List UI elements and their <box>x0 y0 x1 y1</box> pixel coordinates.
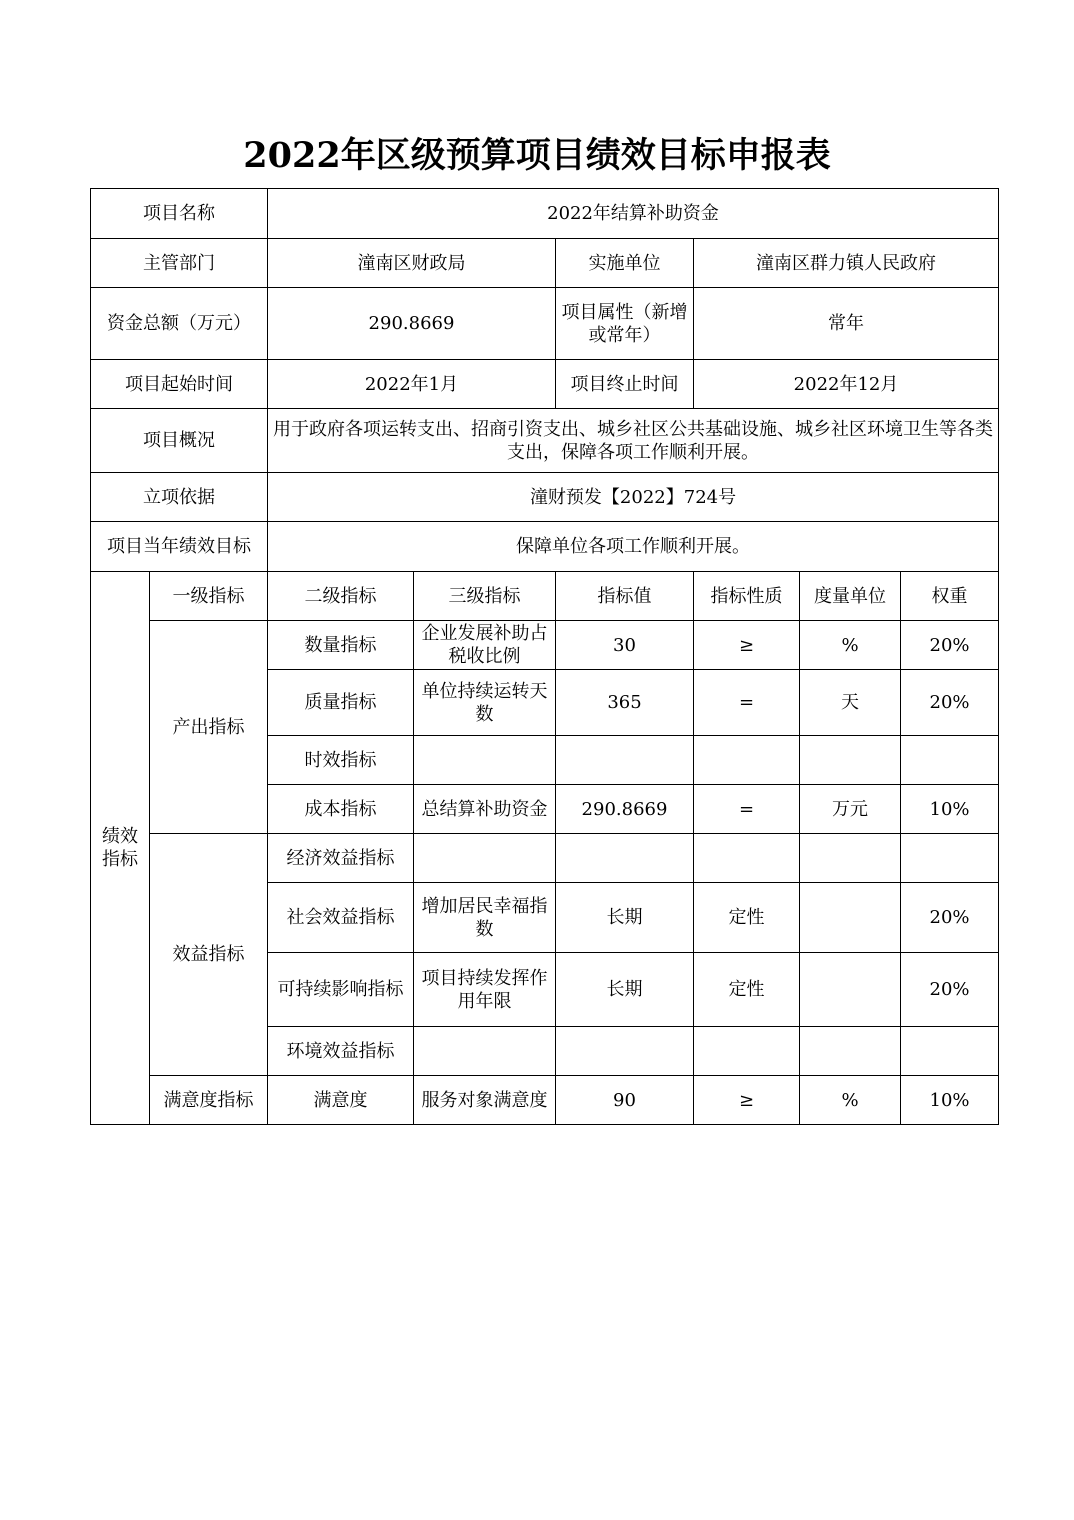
project-name-label: 项目名称 <box>91 189 268 239</box>
department-label: 主管部门 <box>91 239 268 288</box>
basis-label: 立项依据 <box>91 473 268 522</box>
department-value: 潼南区财政局 <box>268 239 556 288</box>
unit-cell <box>800 883 901 953</box>
header-unit: 度量单位 <box>800 572 901 621</box>
weight-cell: 10% <box>901 785 999 834</box>
start-value: 2022年1月 <box>268 360 556 409</box>
unit-cell: 天 <box>800 670 901 736</box>
unit-cell <box>800 736 901 785</box>
row-goal <box>91 522 999 572</box>
header-level2: 二级指标 <box>268 572 414 621</box>
unit-cell <box>800 953 901 1027</box>
level3-cell <box>414 1027 556 1076</box>
level2-cell: 可持续影响指标 <box>268 953 414 1027</box>
project-name-value: 2022年结算补助资金 <box>268 189 999 239</box>
attribute-label: 项目属性（新增或常年） <box>556 288 694 360</box>
value-cell <box>556 834 694 883</box>
nature-cell: ≥ <box>694 621 800 670</box>
level2-cell: 成本指标 <box>268 785 414 834</box>
weight-cell: 20% <box>901 670 999 736</box>
level3-cell: 项目持续发挥作用年限 <box>414 953 556 1027</box>
level3-cell: 服务对象满意度 <box>414 1076 556 1125</box>
weight-cell <box>901 736 999 785</box>
basis-value: 潼财预发【2022】724号 <box>268 473 999 522</box>
nature-cell: = <box>694 785 800 834</box>
weight-cell <box>901 834 999 883</box>
satisfaction-indicator-label: 满意度指标 <box>150 1076 268 1125</box>
row-funds <box>91 288 999 360</box>
unit-cell: 万元 <box>800 785 901 834</box>
value-cell <box>556 1027 694 1076</box>
weight-cell: 10% <box>901 1076 999 1125</box>
nature-cell: 定性 <box>694 953 800 1027</box>
unit-value: 潼南区群力镇人民政府 <box>694 239 999 288</box>
goal-value: 保障单位各项工作顺利开展。 <box>268 522 999 572</box>
unit-cell <box>800 834 901 883</box>
row-basis <box>91 473 999 522</box>
row-overview <box>91 409 999 473</box>
form-title: 2022年区级预算项目绩效目标申报表 <box>243 135 831 176</box>
row-project-name <box>91 189 999 239</box>
value-cell: 290.8669 <box>556 785 694 834</box>
nature-cell: ≥ <box>694 1076 800 1125</box>
level3-cell: 增加居民幸福指数 <box>414 883 556 953</box>
output-indicator-label: 产出指标 <box>150 621 268 834</box>
unit-cell: % <box>800 1076 901 1125</box>
funds-value: 290.8669 <box>268 288 556 360</box>
level2-cell: 环境效益指标 <box>268 1027 414 1076</box>
header-nature: 指标性质 <box>694 572 800 621</box>
table-row <box>91 1076 999 1125</box>
row-time <box>91 360 999 409</box>
attribute-value: 常年 <box>694 288 999 360</box>
benefit-indicator-label: 效益指标 <box>150 834 268 1076</box>
value-cell: 30 <box>556 621 694 670</box>
indicator-header-row <box>91 572 999 621</box>
level2-cell: 时效指标 <box>268 736 414 785</box>
table-row <box>91 621 999 670</box>
nature-cell <box>694 1027 800 1076</box>
unit-cell <box>800 1027 901 1076</box>
start-label: 项目起始时间 <box>91 360 268 409</box>
header-weight: 权重 <box>901 572 999 621</box>
funds-label: 资金总额（万元） <box>91 288 268 360</box>
level3-cell <box>414 736 556 785</box>
level3-cell: 企业发展补助占税收比例 <box>414 621 556 670</box>
unit-label: 实施单位 <box>556 239 694 288</box>
level2-cell: 社会效益指标 <box>268 883 414 953</box>
unit-cell: % <box>800 621 901 670</box>
value-cell: 365 <box>556 670 694 736</box>
level3-cell: 单位持续运转天数 <box>414 670 556 736</box>
value-cell: 长期 <box>556 883 694 953</box>
header-level3: 三级指标 <box>414 572 556 621</box>
end-value: 2022年12月 <box>694 360 999 409</box>
weight-cell <box>901 1027 999 1076</box>
nature-cell <box>694 834 800 883</box>
nature-cell <box>694 736 800 785</box>
level2-cell: 质量指标 <box>268 670 414 736</box>
end-label: 项目终止时间 <box>556 360 694 409</box>
overview-label: 项目概况 <box>91 409 268 473</box>
weight-cell: 20% <box>901 953 999 1027</box>
nature-cell: 定性 <box>694 883 800 953</box>
table-row <box>91 834 999 883</box>
goal-label: 项目当年绩效目标 <box>91 522 268 572</box>
value-cell: 长期 <box>556 953 694 1027</box>
overview-value: 用于政府各项运转支出、招商引资支出、城乡社区公共基础设施、城乡社区环境卫生等各类支出，保障各项工作顺利开展。 <box>268 409 999 473</box>
header-value: 指标值 <box>556 572 694 621</box>
value-cell: 90 <box>556 1076 694 1125</box>
level2-cell: 经济效益指标 <box>268 834 414 883</box>
nature-cell: = <box>694 670 800 736</box>
indicator-group-label: 绩效指标 <box>91 572 150 1125</box>
value-cell <box>556 736 694 785</box>
header-level1: 一级指标 <box>150 572 268 621</box>
performance-target-form <box>90 188 999 1125</box>
level2-cell: 满意度 <box>268 1076 414 1125</box>
level3-cell: 总结算补助资金 <box>414 785 556 834</box>
row-department <box>91 239 999 288</box>
level2-cell: 数量指标 <box>268 621 414 670</box>
weight-cell: 20% <box>901 621 999 670</box>
level3-cell <box>414 834 556 883</box>
weight-cell: 20% <box>901 883 999 953</box>
